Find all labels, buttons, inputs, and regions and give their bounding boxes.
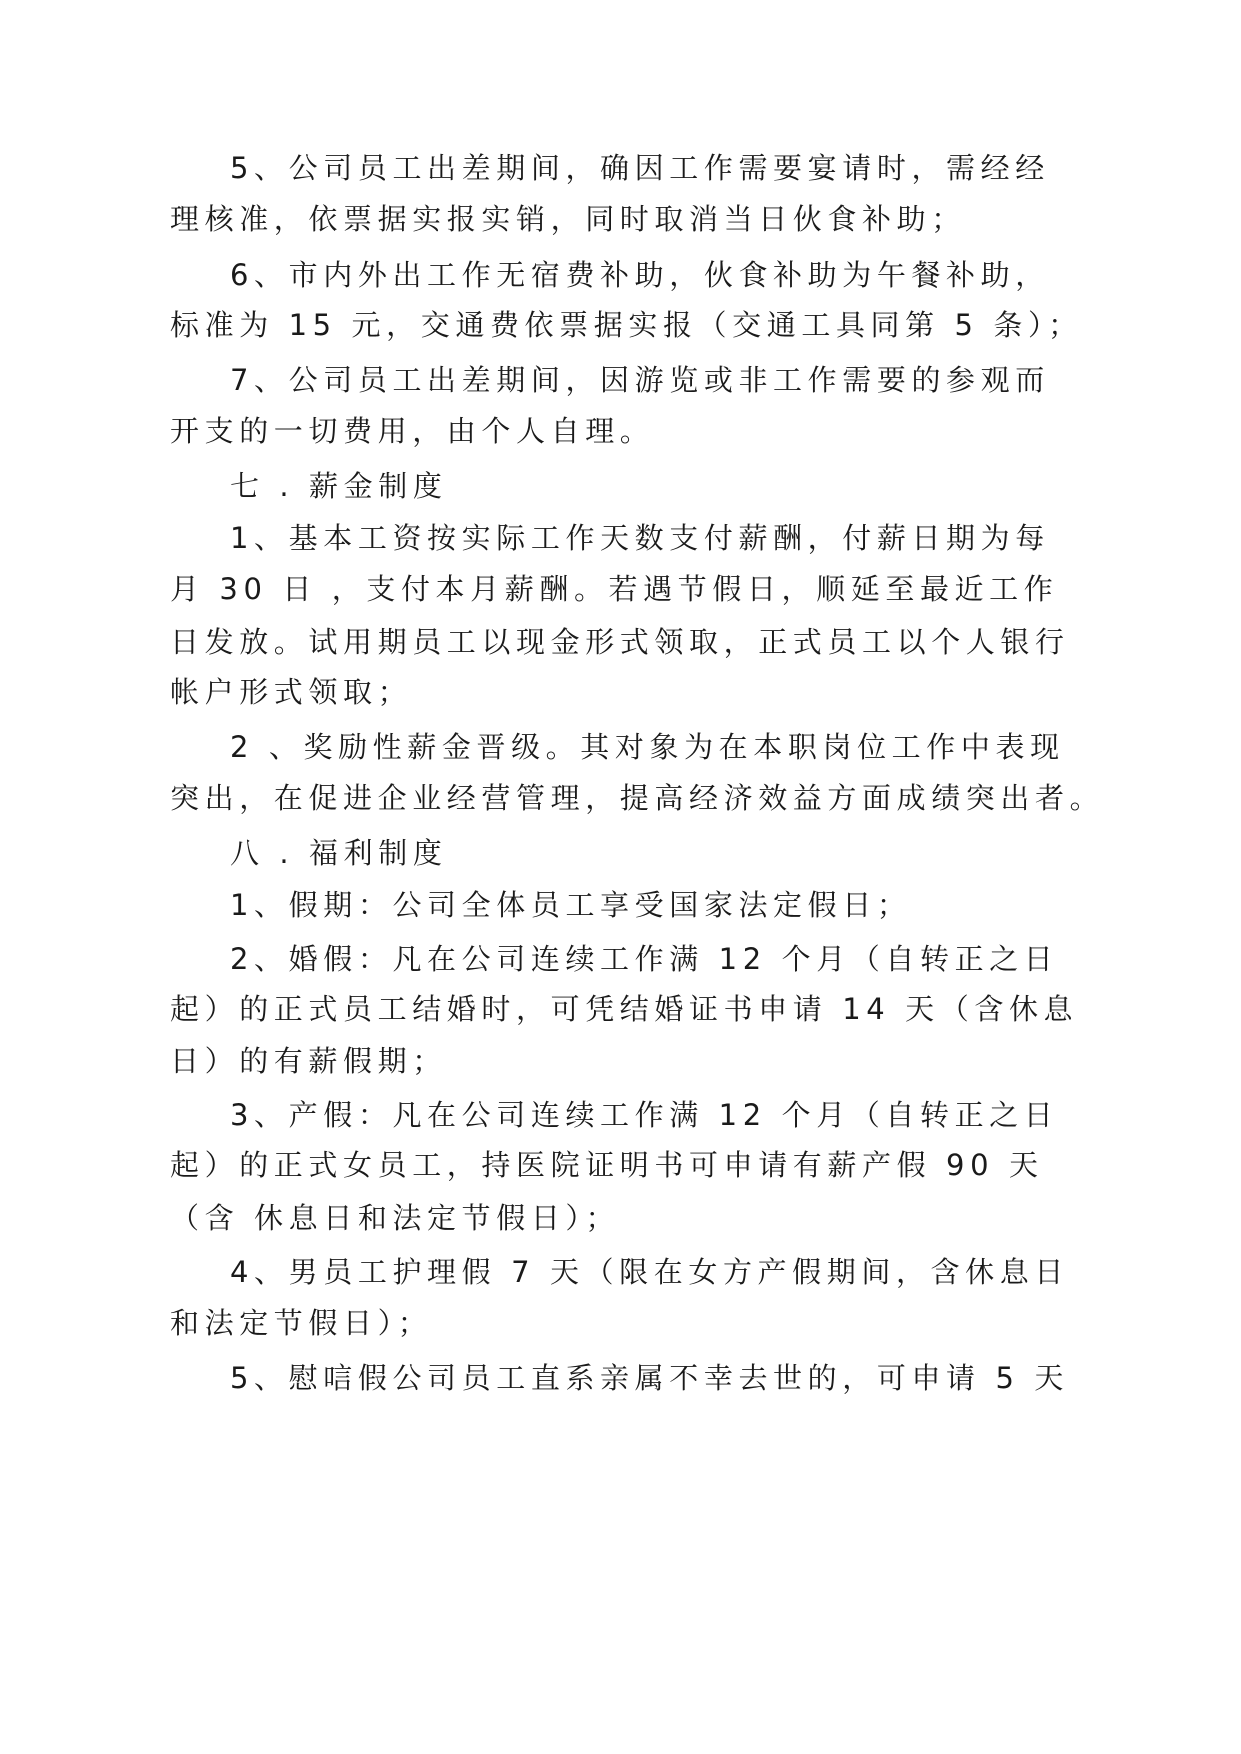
text-line: 2 、奖励性薪金晋级。其对象为在本职岗位工作中表现 [230, 730, 1065, 764]
text-line: 月 30 日 ，支付本月薪酬。若遇节假日，顺延至最近工作 [170, 572, 1059, 606]
text-line: 日发放。试用期员工以现金形式领取，正式员工以个人银行 [170, 625, 1070, 659]
text-line: 和法定节假日）； [170, 1306, 433, 1340]
text-line: 1、基本工资按实际工作天数支付薪酬，付薪日期为每 [230, 521, 1050, 555]
text-line: 起）的正式员工结婚时，可凭结婚证书申请 14 天（含休息 [170, 992, 1079, 1026]
text-line: （含 休息日和法定节假日）； [170, 1201, 621, 1235]
text-line: 帐户形式领取； [170, 675, 413, 709]
text-line: 标准为 15 元，交通费依票据实报（交通工具同第 5 条）； [170, 308, 1083, 342]
text-line: 理核准，依票据实报实销，同时取消当日伙食补助； [170, 202, 966, 236]
text-line: 2、婚假：凡在公司连续工作满 12 个月（自转正之日 [230, 942, 1059, 976]
text-line: 5、公司员工出差期间，确因工作需要宴请时，需经经 [230, 151, 1050, 185]
text-line: 7、公司员工出差期间，因游览或非工作需要的参观而 [230, 363, 1050, 397]
section-heading: 八 . 福利制度 [230, 836, 448, 870]
text-line: 6、市内外出工作无宿费补助，伙食补助为午餐补助， [230, 258, 1050, 292]
text-line: 开支的一切费用，由个人自理。 [170, 414, 655, 448]
text-line: 日）的有薪假期； [170, 1044, 447, 1078]
text-line: 5、慰唁假公司员工直系亲属不幸去世的，可申请 5 天 [230, 1361, 1069, 1395]
section-heading: 七 . 薪金制度 [230, 469, 448, 503]
text-line: 1、假期：公司全体员工享受国家法定假日； [230, 888, 912, 922]
text-line: 起）的正式女员工，持医院证明书可申请有薪产假 90 天 [170, 1148, 1044, 1182]
text-line: 突出，在促进企业经营管理，提高经济效益方面成绩突出者。 [170, 781, 1105, 815]
text-line: 3、产假：凡在公司连续工作满 12 个月（自转正之日 [230, 1098, 1059, 1132]
text-line: 4、男员工护理假 7 天（限在女方产假期间，含休息日 [230, 1255, 1069, 1289]
